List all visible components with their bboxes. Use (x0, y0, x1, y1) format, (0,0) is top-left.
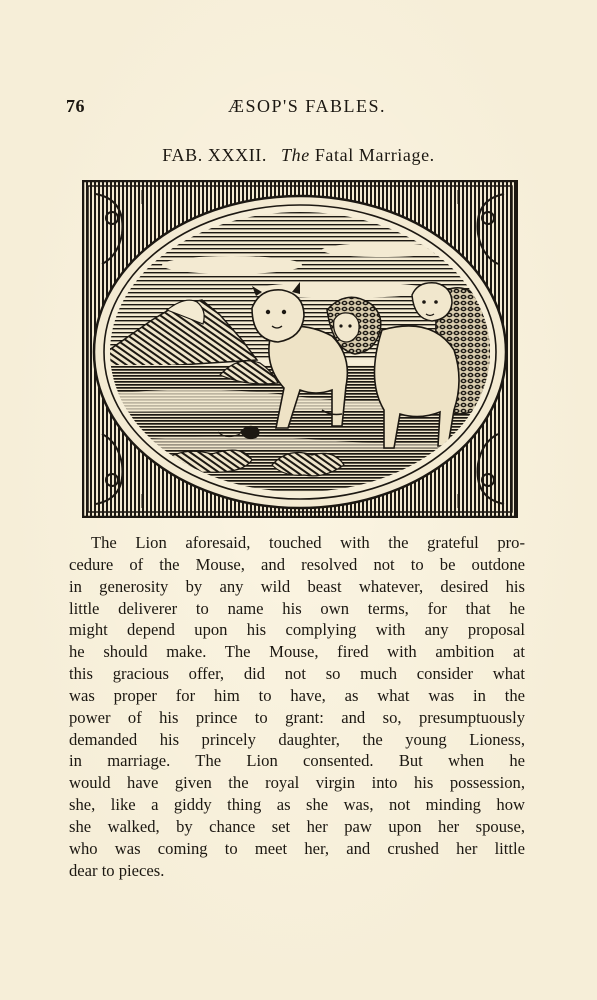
text-line: dear to pieces. (69, 860, 165, 880)
text-line: she walked, by chance set her paw upon her spouse, (69, 816, 525, 836)
fable-number: FAB. XXXII. (162, 145, 267, 165)
text-line: in generosity by any wild beast whatever, desired his (69, 576, 525, 596)
fable-body-text (69, 532, 525, 882)
woodcut-illustration (82, 180, 518, 518)
fable-title: Fatal Marriage. (314, 145, 435, 165)
text-line: demanded his princely daughter, the young Lioness, (69, 729, 525, 749)
text-line: she, like a giddy thing as she was, not minding how (69, 795, 525, 815)
page-number: 76 (66, 96, 85, 116)
text-line: who was coming to meet her, and crushed her little (69, 838, 525, 858)
text-line: would have given the royal virgin into his possession, (69, 773, 525, 793)
text-line: might depend upon his complying with any proposal (69, 620, 525, 640)
text-line: power of his prince to grant: and so, presumptuously (69, 707, 525, 727)
text-line: little deliverer to name his own terms, for that he (69, 598, 525, 618)
text-line: this gracious offer, did not so much consider what (69, 664, 525, 684)
fable-heading (0, 145, 597, 166)
text-line: cedure of the Mouse, and resolved not to be outdone (69, 554, 525, 574)
text-line: he should make. The Mouse, fired with ambition at (69, 642, 525, 662)
running-title: ÆSOP'S FABLES. (228, 96, 386, 116)
text-line: in marriage. The Lion consented. But when he (69, 751, 525, 771)
fable-title-article: The (281, 145, 310, 165)
text-line: The Lion aforesaid, touched with the grateful pro- (91, 533, 525, 552)
text-line: was proper for him to have, as what was in the (69, 685, 525, 705)
